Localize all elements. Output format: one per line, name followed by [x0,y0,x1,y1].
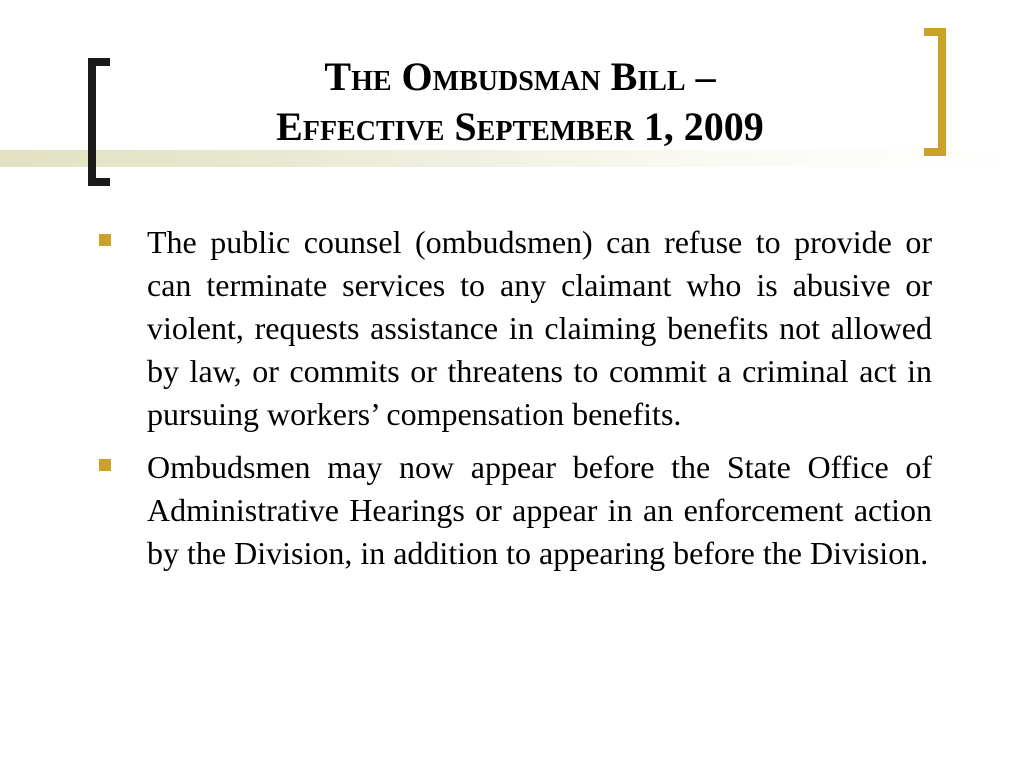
title-line-1: The Ombudsman Bill – [324,54,716,99]
title-line-2: Effective September 1, 2009 [276,104,764,149]
right-bracket-decoration [924,28,946,156]
bullet-list [94,221,932,585]
square-bullet-icon [99,234,111,246]
left-bracket-decoration [88,58,110,186]
square-bullet-icon [99,459,111,471]
slide-title [130,52,910,152]
bullet-text: Ombudsmen may now appear before the State Office of Administrative Hearings or appear in an enforcement action by the Division, in addition to appearing before the Division. [147,449,932,571]
bullet-text: The public counsel (ombudsmen) can refuse to provide or can terminate services to any claimant who is abusive or violent, requests assistance in claiming benefits not allowed by law, or commits or threatens to commit a criminal act in pursuing workers’ compensation benefits. [147,224,932,432]
bullet-item [94,221,932,436]
bullet-item [94,446,932,575]
header-band [0,150,1024,167]
